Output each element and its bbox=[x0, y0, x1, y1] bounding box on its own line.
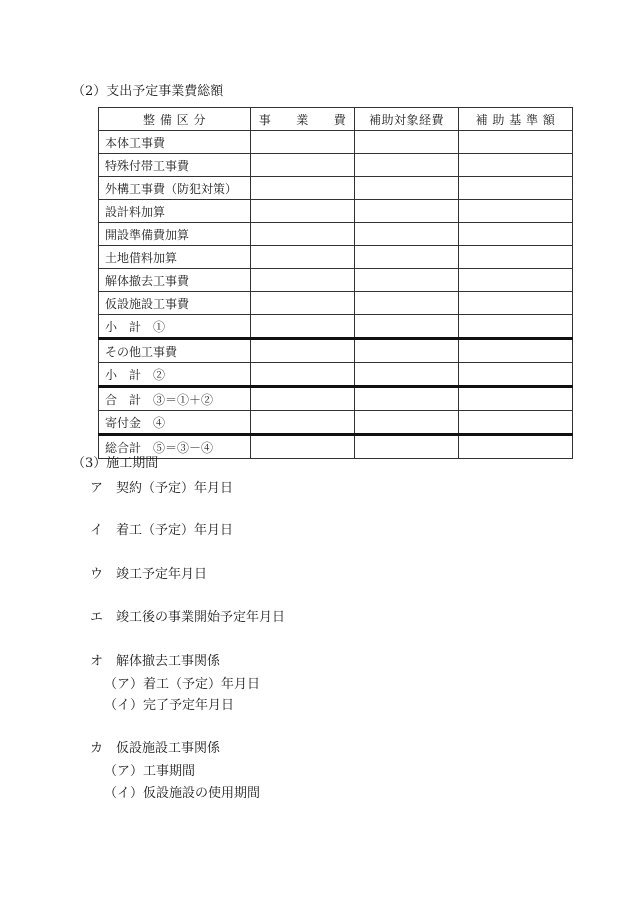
amount-cell bbox=[355, 315, 459, 339]
amount-cell bbox=[251, 339, 355, 363]
table-row bbox=[99, 223, 573, 246]
sub-list-item: （イ）完了予定年月日 bbox=[104, 698, 235, 713]
table-row bbox=[99, 200, 573, 223]
amount-cell bbox=[355, 435, 459, 459]
row-label: その他工事費 bbox=[99, 339, 251, 363]
amount-cell bbox=[459, 339, 573, 363]
amount-cell bbox=[251, 411, 355, 435]
table-row bbox=[99, 269, 573, 292]
list-item: カ 仮設施設工事関係 bbox=[90, 741, 221, 756]
amount-cell bbox=[459, 246, 573, 269]
amount-cell bbox=[459, 387, 573, 411]
amount-cell bbox=[355, 387, 459, 411]
list-item: ア 契約（予定）年月日 bbox=[90, 481, 234, 496]
subtotal-row bbox=[99, 315, 573, 339]
row-label: 開設準備費加算 bbox=[99, 223, 251, 246]
amount-cell bbox=[459, 131, 573, 154]
row-label: 小 計 ② bbox=[99, 363, 251, 387]
column-header: 整 備 区 分 bbox=[99, 108, 251, 131]
amount-cell bbox=[459, 411, 573, 435]
amount-cell bbox=[251, 387, 355, 411]
row-label: 仮設施設工事費 bbox=[99, 292, 251, 315]
sub-list-item: （イ）仮設施設の使用期間 bbox=[104, 786, 261, 801]
amount-cell bbox=[355, 177, 459, 200]
amount-cell bbox=[251, 292, 355, 315]
amount-cell bbox=[355, 363, 459, 387]
amount-cell bbox=[251, 269, 355, 292]
sub-list-item: （ア）着工（予定）年月日 bbox=[104, 677, 261, 692]
row-label: 解体撤去工事費 bbox=[99, 269, 251, 292]
amount-cell bbox=[459, 292, 573, 315]
subtotal-row bbox=[99, 363, 573, 387]
list-item: ウ 竣工予定年月日 bbox=[90, 567, 208, 582]
amount-cell bbox=[355, 246, 459, 269]
amount-cell bbox=[355, 223, 459, 246]
list-item: オ 解体撤去工事関係 bbox=[90, 654, 221, 669]
table-row bbox=[99, 292, 573, 315]
row-label: 外構工事費（防犯対策） bbox=[99, 177, 251, 200]
budget-table bbox=[98, 107, 573, 459]
amount-cell bbox=[459, 200, 573, 223]
table-row bbox=[99, 177, 573, 200]
amount-cell bbox=[251, 363, 355, 387]
amount-cell bbox=[459, 154, 573, 177]
row-label: 設計料加算 bbox=[99, 200, 251, 223]
amount-cell bbox=[459, 269, 573, 292]
amount-cell bbox=[355, 411, 459, 435]
amount-cell bbox=[251, 315, 355, 339]
amount-cell bbox=[459, 363, 573, 387]
column-header: 補助対象経費 bbox=[355, 108, 459, 131]
sub-list-item: （ア）工事期間 bbox=[104, 764, 196, 779]
amount-cell bbox=[355, 154, 459, 177]
row-label: 総合計 ⑤＝③－④ bbox=[99, 435, 251, 459]
amount-cell bbox=[355, 339, 459, 363]
amount-cell bbox=[459, 315, 573, 339]
amount-cell bbox=[355, 131, 459, 154]
row-label: 特殊付帯工事費 bbox=[99, 154, 251, 177]
row-label: 本体工事費 bbox=[99, 131, 251, 154]
row-label: 寄付金 ④ bbox=[99, 411, 251, 435]
grand-total-row bbox=[99, 435, 573, 459]
total-row bbox=[99, 387, 573, 411]
table-row bbox=[99, 131, 573, 154]
amount-cell bbox=[355, 200, 459, 223]
amount-cell bbox=[355, 269, 459, 292]
amount-cell bbox=[251, 131, 355, 154]
table-row bbox=[99, 339, 573, 363]
section-title: （2）支出予定事業費総額 bbox=[72, 84, 224, 99]
amount-cell bbox=[251, 154, 355, 177]
table-row bbox=[99, 246, 573, 269]
list-item: イ 着工（予定）年月日 bbox=[90, 523, 234, 538]
table-header-row bbox=[99, 108, 573, 131]
row-label: 合 計 ③＝①＋② bbox=[99, 387, 251, 411]
amount-cell bbox=[251, 223, 355, 246]
amount-cell bbox=[459, 223, 573, 246]
column-header: 事 業 費 bbox=[251, 108, 355, 131]
list-item: エ 竣工後の事業開始予定年月日 bbox=[90, 610, 286, 625]
amount-cell bbox=[251, 435, 355, 459]
amount-cell bbox=[355, 292, 459, 315]
column-header: 補 助 基 準 額 bbox=[459, 108, 573, 131]
amount-cell bbox=[459, 435, 573, 459]
amount-cell bbox=[251, 177, 355, 200]
section-title: （3）施工期間 bbox=[72, 456, 159, 471]
row-label: 土地借料加算 bbox=[99, 246, 251, 269]
amount-cell bbox=[251, 246, 355, 269]
table-row bbox=[99, 411, 573, 435]
row-label: 小 計 ① bbox=[99, 315, 251, 339]
table-row bbox=[99, 154, 573, 177]
amount-cell bbox=[459, 177, 573, 200]
amount-cell bbox=[251, 200, 355, 223]
